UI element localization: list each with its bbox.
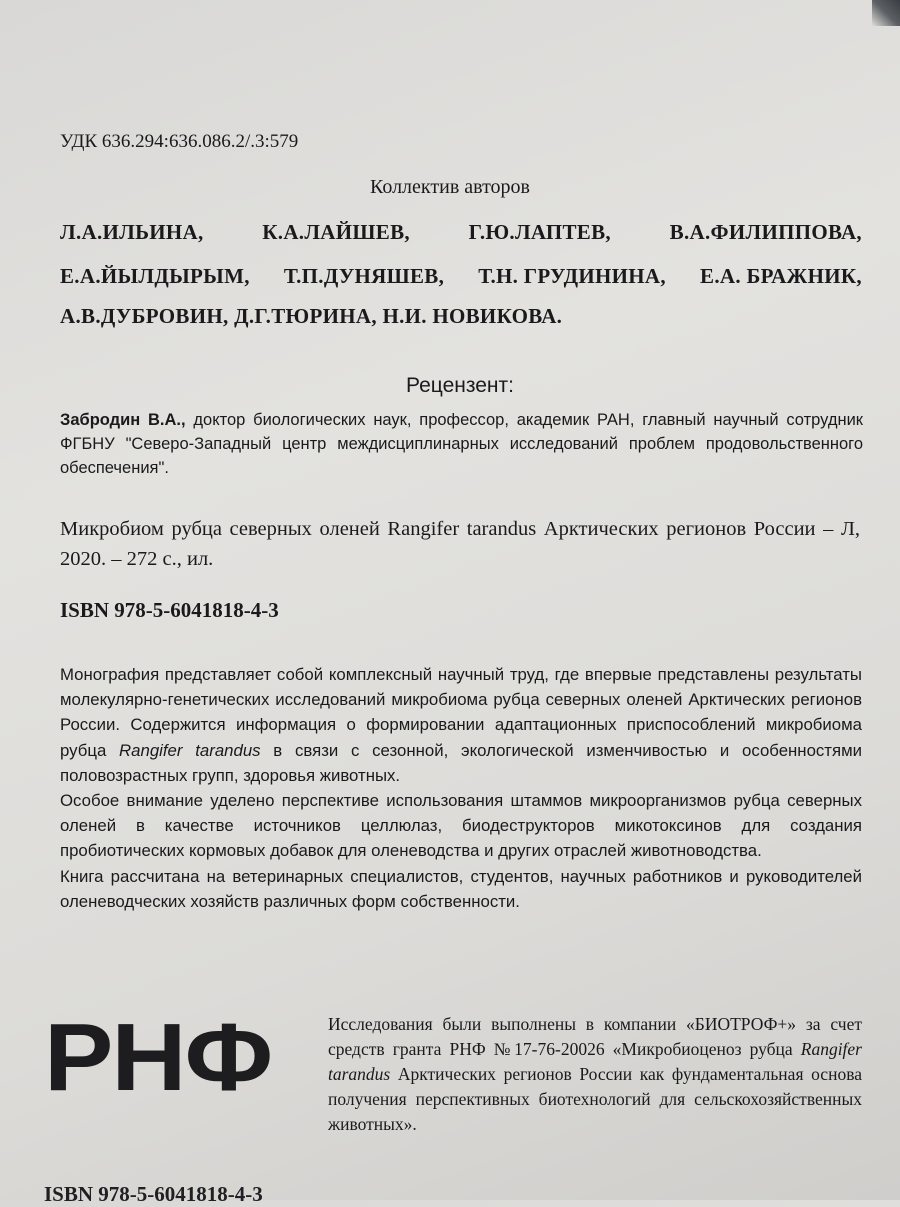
species-name: Rangifer tarandus [328, 1039, 862, 1084]
funding-note: Исследования были выполнены в компании «БИОТРОФ+» за счет средств гранта РНФ №17-76-20026 «Микробиоценоз рубца Rangifer tarandus Арктических регионов России как фундаментальная основа получения перспективных биотехнологий для сельскохозяйственных животных». [328, 1014, 862, 1134]
reviewer-name: Забродин В.А., [60, 411, 186, 429]
abstract-paragraph-1: Монография представляет собой комплексный научный труд, где впервые представлены результаты молекулярно-генетических исследований микробиома рубца северных оленей Арктических регионов России. Содержится информация о формировании адаптационных приспособлений микробиома рубца Rangifer tarandus в связи с сезонной, экологической изменчивостью и особенностями половозрастных групп, здоровья животных. [60, 665, 862, 785]
udk-code: УДК 636.294:636.086.2/.3:579 [60, 131, 299, 152]
species-name: Rangifer tarandus [119, 740, 261, 760]
isbn: ISBN 978-5-6041818-4-3 [60, 598, 279, 622]
authors-row-2 [60, 264, 862, 289]
book-citation: Микробиом рубца северных оленей Rangifer tarandus Арктических регионов России – Л, 2020. – 272 с., ил. [60, 518, 860, 570]
abstract [60, 662, 862, 914]
abstract-paragraph-2: Особое внимание уделено перспективе использования штаммов микроорганизмов рубца северных оленей в качестве источников целлюлаз, биодеструкторов микотоксинов для создания пробиотических кормовых добавок для оленеводства и других отраслей животноводства. [60, 791, 862, 861]
bleed-through [460, 136, 467, 167]
reviewer-description: доктор биологических наук, профессор, академик РАН, главный научный сотрудник ФГБНУ "Северо-Западный центр междисциплинарных исследований проблем продовольственного обеспечения". [60, 411, 863, 477]
author: К.А.ЛАЙШЕВ, [262, 220, 410, 244]
author: Л.А.ИЛЬИНА, [60, 220, 204, 244]
author: Е.А.ЙЫЛДЫРЫМ, [60, 264, 250, 288]
abstract-paragraph-3: Книга рассчитана на ветеринарных специалистов, студентов, научных работников и руководителей оленеводческих хозяйств различных форм собственности. [60, 866, 862, 911]
reviewer-text [60, 408, 863, 480]
collective-label: Коллектив авторов [370, 176, 530, 198]
author: Т.П.ДУНЯШЕВ, [283, 264, 445, 288]
author: Т.Н. ГРУДИНИНА, [478, 264, 666, 288]
authors-row-3: А.В.ДУБРОВИН, Д.Г.ТЮРИНА, Н.И. НОВИКОВА. [60, 304, 563, 328]
page-edge-shadow [872, 0, 900, 26]
bottom-isbn: ISBN 978-5-6041818-4-3 [44, 1182, 263, 1206]
rnf-logo: РНФ [44, 1004, 272, 1112]
author: В.А.ФИЛИППОВА, [669, 220, 862, 244]
author: Г.Ю.ЛАПТЕВ, [468, 220, 611, 244]
authors-row-1 [60, 220, 862, 245]
author: Е.А. БРАЖНИК, [700, 264, 862, 288]
reviewer-heading: Рецензент: [406, 374, 514, 397]
